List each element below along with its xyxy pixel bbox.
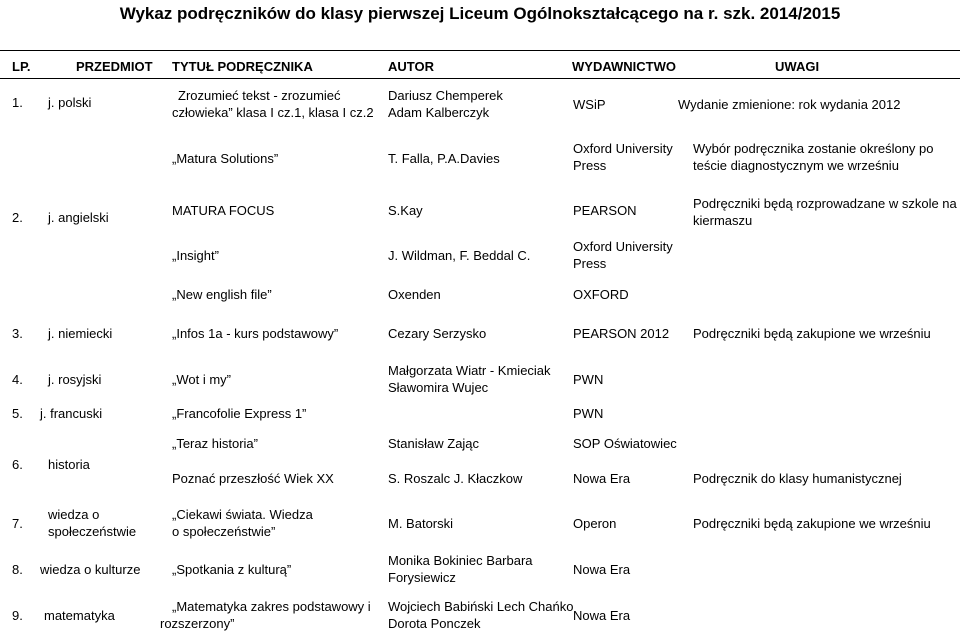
header-author: AUTOR bbox=[388, 59, 434, 74]
row8-title: „Spotkania z kulturą” bbox=[172, 562, 292, 577]
row2d-publisher: OXFORD bbox=[573, 287, 629, 302]
row2d-title: „New english file” bbox=[172, 287, 272, 302]
row8-author-line1: Monika Bokiniec Barbara bbox=[388, 553, 533, 568]
row6a-author: Stanisław Zając bbox=[388, 436, 480, 451]
row1-title-line1: Zrozumieć tekst - zrozumieć bbox=[178, 88, 341, 103]
row4-publisher: PWN bbox=[573, 372, 604, 387]
row5-publisher: PWN bbox=[573, 406, 604, 421]
row8-author-line2: Forysiewicz bbox=[388, 570, 456, 585]
header-lp: LP. bbox=[12, 59, 31, 74]
row2a-notes-line1: Wybór podręcznika zostanie określony po bbox=[693, 141, 934, 156]
row6a-title: „Teraz historia” bbox=[172, 436, 258, 451]
row6b-title: Poznać przeszłość Wiek XX bbox=[172, 471, 334, 486]
row5-num: 5. bbox=[12, 406, 23, 421]
row6b-notes: Podręcznik do klasy humanistycznej bbox=[693, 471, 902, 486]
row3-title: „Infos 1a - kurs podstawowy” bbox=[172, 326, 339, 341]
row9-title-line1: „Matematyka zakres podstawowy i bbox=[172, 599, 371, 614]
row7-subject-line1: wiedza o bbox=[48, 507, 100, 522]
row1-author-line1: Dariusz Chemperek bbox=[388, 88, 503, 103]
row7-num: 7. bbox=[12, 516, 23, 531]
row3-subject: j. niemiecki bbox=[48, 326, 113, 341]
header-book-title: TYTUŁ PODRĘCZNIKA bbox=[172, 59, 313, 74]
row2a-title: „Matura Solutions” bbox=[172, 151, 279, 166]
row7-author: M. Batorski bbox=[388, 516, 454, 531]
row8-subject: wiedza o kulturze bbox=[40, 562, 141, 577]
row7-notes: Podręczniki będą zakupione we wrześniu bbox=[693, 516, 931, 531]
row9-title-line2: rozszerzony” bbox=[160, 616, 235, 631]
row8-num: 8. bbox=[12, 562, 23, 577]
header-rule-top bbox=[0, 50, 960, 51]
row3-author: Cezary Serzysko bbox=[388, 326, 487, 341]
row1-notes: Wydanie zmienione: rok wydania 2012 bbox=[678, 97, 901, 112]
row6a-publisher: SOP Oświatowiec bbox=[573, 436, 677, 451]
row6-num: 6. bbox=[12, 457, 23, 472]
row4-author-line2: Sławomira Wujec bbox=[388, 380, 489, 395]
row2a-publisher-line2: Press bbox=[573, 158, 607, 173]
header-publisher: WYDAWNICTWO bbox=[572, 59, 676, 74]
row2-subject: j. angielski bbox=[48, 210, 109, 225]
row5-title: „Francofolie Express 1” bbox=[172, 406, 307, 421]
row3-notes: Podręczniki będą zakupione we wrześniu bbox=[693, 326, 931, 341]
row9-author-line1: Wojciech Babiński Lech Chańko bbox=[388, 599, 574, 614]
row6-subject: historia bbox=[48, 457, 90, 472]
row2-title: MATURA FOCUS bbox=[172, 203, 275, 218]
row5-subject: j. francuski bbox=[40, 406, 103, 421]
header-notes: UWAGI bbox=[775, 59, 820, 74]
row7-subject-line2: społeczeństwie bbox=[48, 524, 137, 539]
row1-num: 1. bbox=[12, 95, 23, 110]
row9-author-line2: Dorota Ponczek bbox=[388, 616, 481, 631]
row3-publisher: PEARSON 2012 bbox=[573, 326, 670, 341]
row2c-publisher-line2: Press bbox=[573, 256, 607, 271]
row7-title-line1: „Ciekawi świata. Wiedza bbox=[172, 507, 313, 522]
row2-notes-line1: Podręczniki będą rozprowadzane w szkole na bbox=[693, 196, 957, 211]
row2-publisher: PEARSON bbox=[573, 203, 637, 218]
row6b-publisher: Nowa Era bbox=[573, 471, 631, 486]
row2c-publisher-line1: Oxford University bbox=[573, 239, 673, 254]
row4-num: 4. bbox=[12, 372, 23, 387]
row4-subject: j. rosyjski bbox=[48, 372, 102, 387]
row4-title: „Wot i my” bbox=[172, 372, 231, 387]
row4-author-line1: Małgorzata Wiatr - Kmieciak bbox=[388, 363, 551, 378]
row1-subject: j. polski bbox=[48, 95, 92, 110]
header-rule-bottom bbox=[0, 78, 960, 79]
row2-author: S.Kay bbox=[388, 203, 423, 218]
row9-num: 9. bbox=[12, 608, 23, 623]
row7-title-line2: o społeczeństwie” bbox=[172, 524, 276, 539]
row2-notes-line2: kiermaszu bbox=[693, 213, 753, 228]
page-title: Wykaz podręczników do klasy pierwszej Liceum Ogólnokształcącego na r. szk. 2014/2015 bbox=[119, 4, 841, 23]
row2a-author: T. Falla, P.A.Davies bbox=[388, 151, 500, 166]
row3-num: 3. bbox=[12, 326, 23, 341]
row1-publisher: WSiP bbox=[573, 97, 606, 112]
row6b-author: S. Roszalc J. Kłaczkow bbox=[388, 471, 523, 486]
row9-subject: matematyka bbox=[44, 608, 115, 623]
row1-title-line2: człowieka” klasa I cz.1, klasa I cz.2 bbox=[172, 105, 374, 120]
row1-author-line2: Adam Kalberczyk bbox=[388, 105, 490, 120]
row2a-notes-line2: teście diagnostycznym we wrześniu bbox=[693, 158, 899, 173]
row7-publisher: Operon bbox=[573, 516, 617, 531]
row9-publisher: Nowa Era bbox=[573, 608, 631, 623]
row8-publisher: Nowa Era bbox=[573, 562, 631, 577]
header-subject: PRZEDMIOT bbox=[76, 59, 153, 74]
row2-num: 2. bbox=[12, 210, 23, 225]
row2c-author: J. Wildman, F. Beddal C. bbox=[388, 248, 531, 263]
row2c-title: „Insight” bbox=[172, 248, 219, 263]
row2d-author: Oxenden bbox=[388, 287, 441, 302]
row2a-publisher-line1: Oxford University bbox=[573, 141, 673, 156]
